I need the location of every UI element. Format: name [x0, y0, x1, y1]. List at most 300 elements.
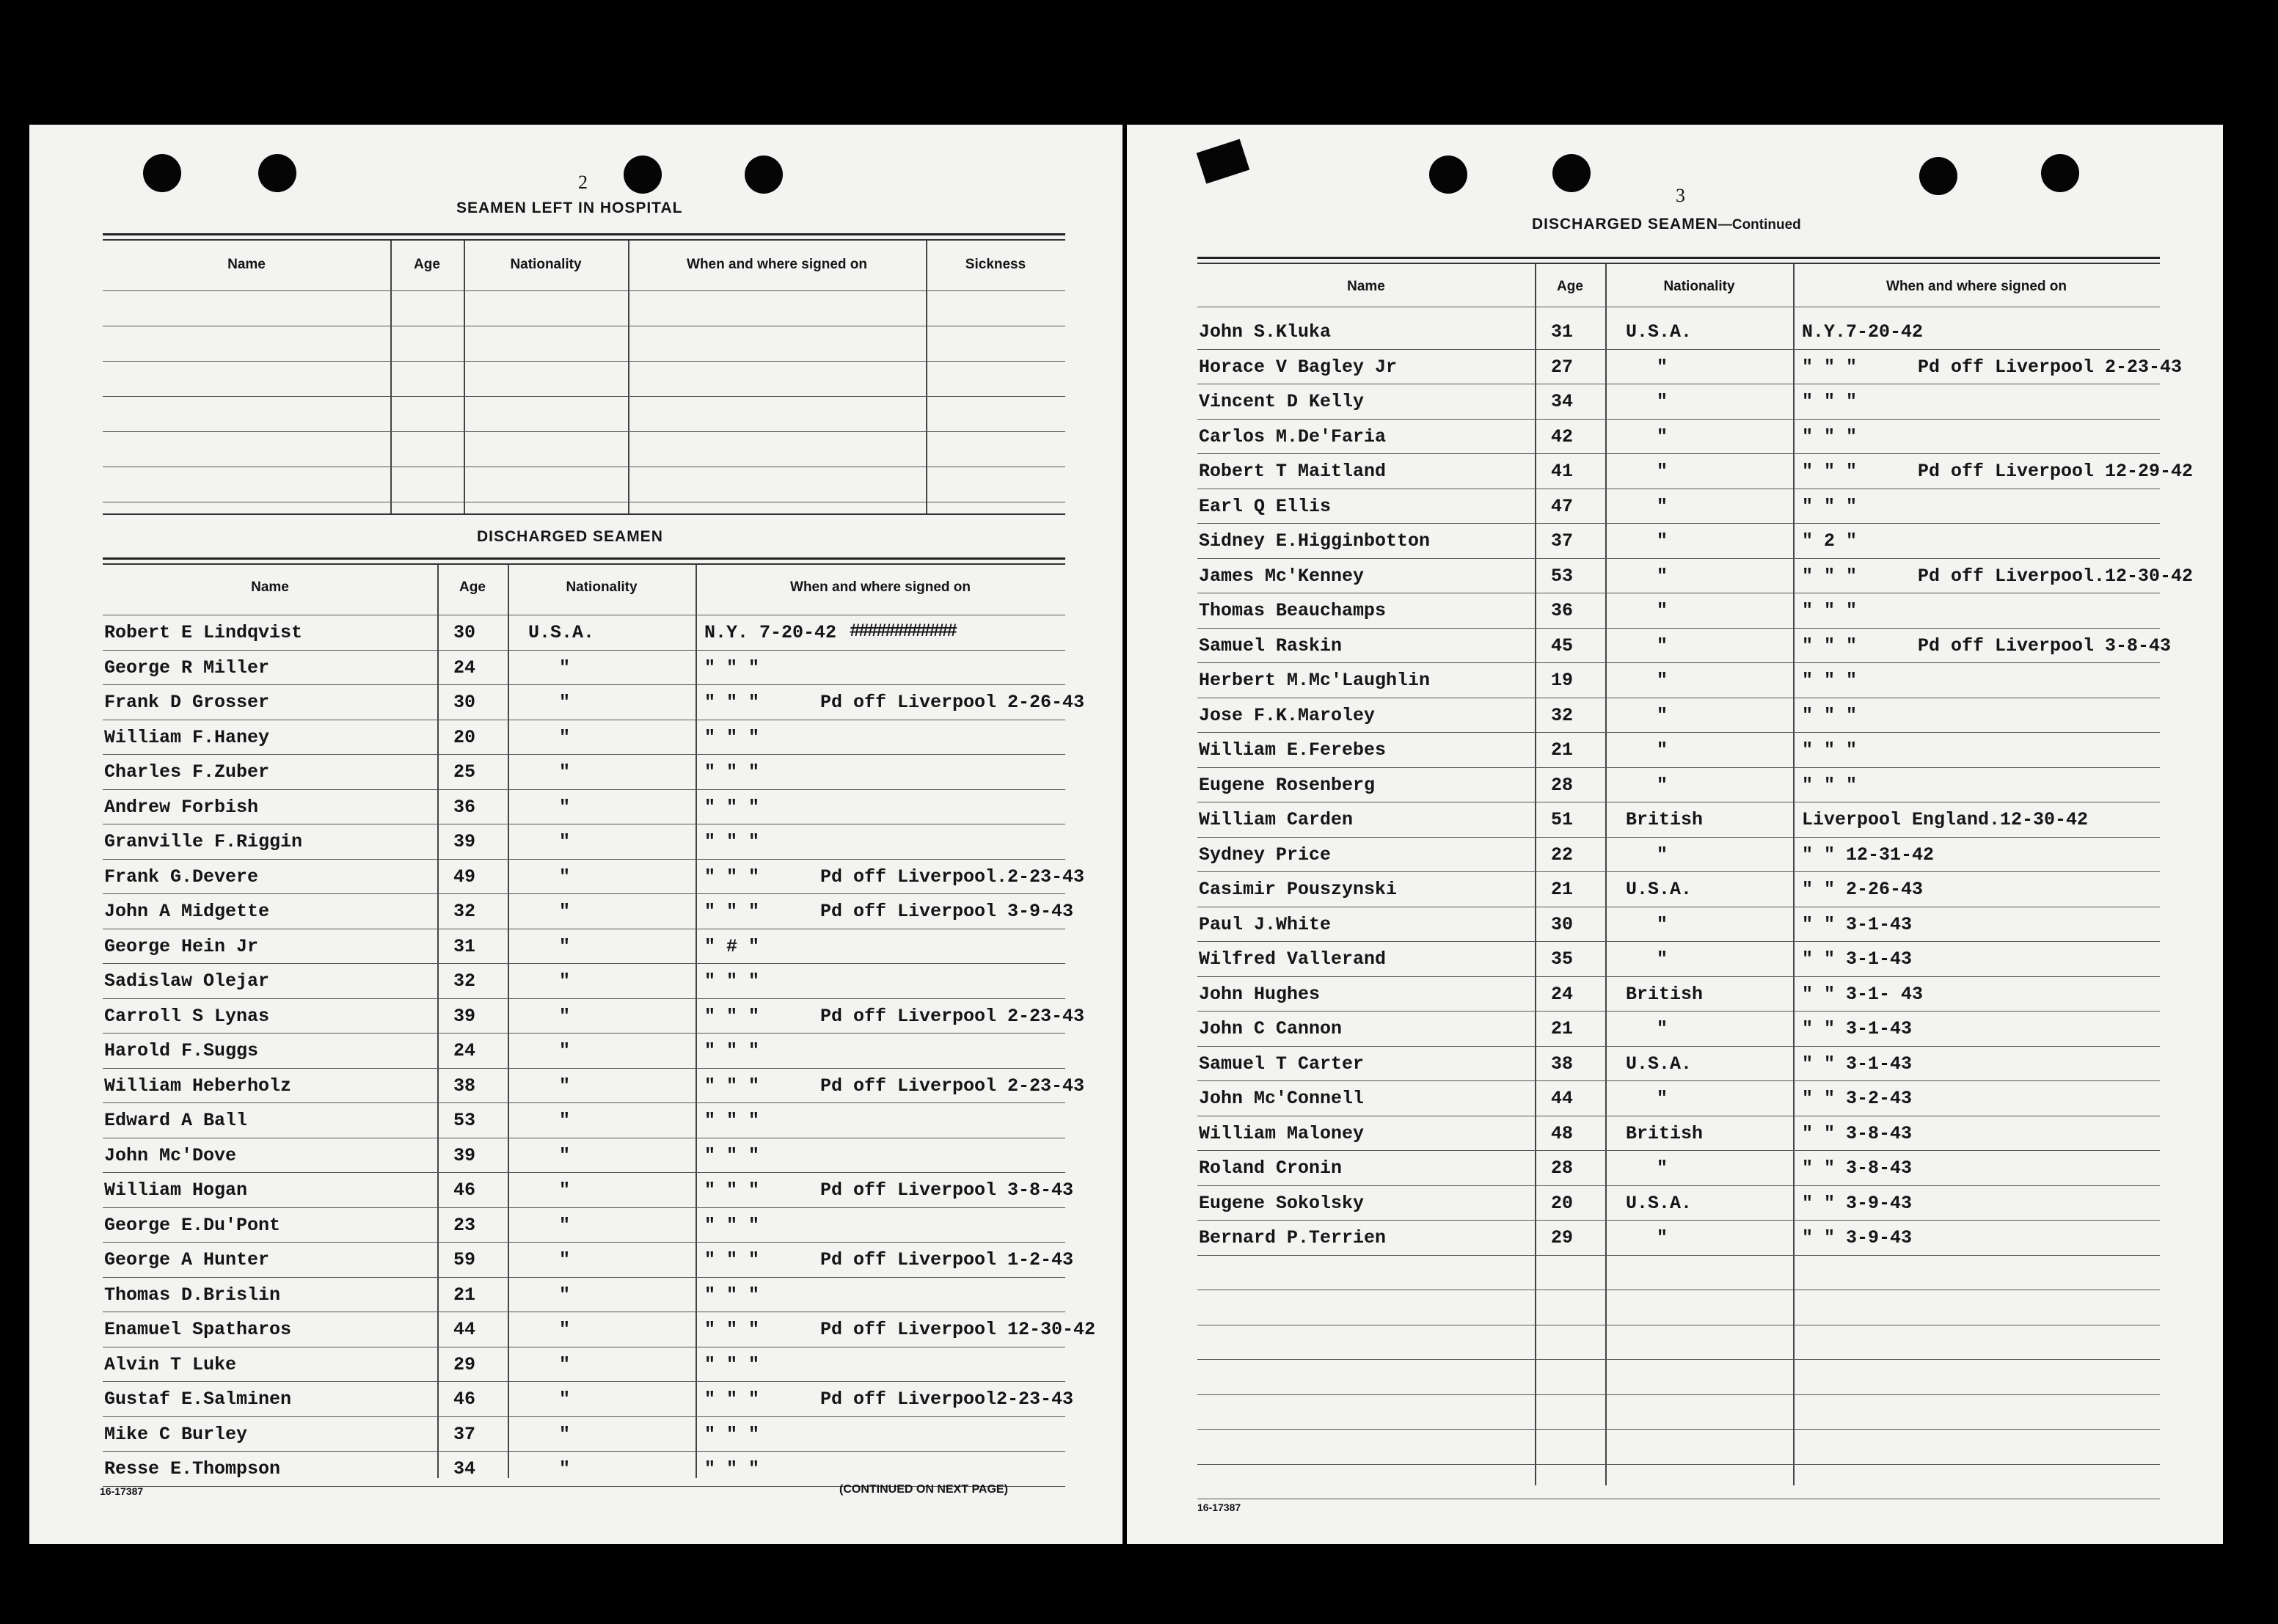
- seaman-name: James Mc'Kenney: [1199, 565, 1365, 587]
- row-line: [103, 684, 1065, 685]
- seaman-nationality: ": [1657, 391, 1668, 412]
- seaman-name: John Mc'Dove: [104, 1144, 237, 1166]
- seaman-age: 39: [453, 1005, 476, 1027]
- page-number: 2: [578, 172, 588, 193]
- seaman-nationality: ": [559, 1040, 571, 1061]
- payoff-remark: Pd off Liverpool 2-23-43: [820, 1075, 1085, 1097]
- column-divider: [437, 565, 439, 1478]
- seaman-name: George Hein Jr: [104, 935, 259, 957]
- seaman-age: 42: [1551, 425, 1574, 447]
- table-top-rule: [103, 563, 1065, 565]
- right-page: [1127, 125, 2223, 1544]
- seaman-name: Alvin T Luke: [104, 1353, 237, 1375]
- row-line: [1197, 662, 2160, 663]
- signed-on: " " ": [704, 1249, 760, 1270]
- row-line: [1197, 1255, 2160, 1256]
- seaman-age: 47: [1551, 495, 1574, 517]
- signed-on: " " ": [704, 1319, 760, 1340]
- seaman-nationality: ": [559, 970, 571, 992]
- row-line: [1197, 837, 2160, 838]
- row-line: [1197, 732, 2160, 733]
- payoff-remark: Pd off Liverpool 12-29-42: [1918, 461, 2194, 482]
- continued-note: (CONTINUED ON NEXT PAGE): [839, 1483, 1008, 1496]
- signed-on: " " ": [704, 1075, 760, 1097]
- row-line: [103, 1102, 1065, 1103]
- title-text: DISCHARGED SEAMEN: [1532, 216, 1718, 233]
- seaman-age: 32: [1551, 704, 1574, 726]
- row-line: [103, 1172, 1065, 1173]
- signed-on: " " ": [704, 1458, 760, 1479]
- signed-on: " " ": [704, 1144, 760, 1166]
- payoff-remark: Pd off Liverpool2-23-43: [820, 1389, 1074, 1410]
- row-line: [103, 1207, 1065, 1208]
- signed-on: " " ": [704, 692, 760, 713]
- seaman-name: George E.Du'Pont: [104, 1214, 281, 1236]
- table-top-rule: [1197, 263, 2160, 264]
- row-line: [1197, 976, 2160, 977]
- seaman-age: 34: [1551, 391, 1574, 412]
- signed-on: " " 2-26-43: [1802, 879, 1924, 900]
- signed-on: " " ": [1802, 356, 1858, 378]
- seaman-age: 46: [453, 1389, 476, 1410]
- seaman-name: Wilfred Vallerand: [1199, 948, 1387, 970]
- seaman-nationality: ": [1657, 600, 1668, 621]
- seaman-name: Sadislaw Olejar: [104, 970, 270, 992]
- seaman-age: 37: [453, 1423, 476, 1445]
- payoff-remark: Pd off Liverpool 3-9-43: [820, 901, 1074, 922]
- seaman-name: Robert T Maitland: [1199, 461, 1387, 482]
- signed-on: " " ": [1802, 600, 1858, 621]
- seaman-nationality: ": [1657, 704, 1668, 726]
- seaman-nationality: ": [559, 692, 571, 713]
- seaman-age: 21: [453, 1284, 476, 1306]
- punch-hole: [1919, 157, 1957, 195]
- seaman-nationality: ": [1657, 1018, 1668, 1039]
- payoff-remark: Pd off Liverpool 1-2-43: [820, 1249, 1074, 1270]
- signed-on: " " ": [1802, 425, 1858, 447]
- seaman-name: Bernard P.Terrien: [1199, 1227, 1387, 1248]
- seaman-name: John Hughes: [1199, 983, 1321, 1005]
- right-section-title: [1532, 216, 1801, 233]
- seaman-nationality: ": [559, 726, 571, 748]
- title-suffix: —Continued: [1717, 217, 1801, 233]
- form-number: 16-17387: [100, 1485, 144, 1497]
- seaman-nationality: ": [559, 1284, 571, 1306]
- seaman-age: 41: [1551, 461, 1574, 482]
- seaman-nationality: ": [559, 1005, 571, 1027]
- signed-on: " " ": [704, 1284, 760, 1306]
- seaman-nationality: ": [1657, 670, 1668, 691]
- seaman-age: 30: [453, 622, 476, 643]
- seaman-nationality: ": [559, 1110, 571, 1131]
- column-header: Age: [414, 257, 440, 272]
- payoff-remark: Pd off Liverpool 2-26-43: [820, 692, 1085, 713]
- seaman-age: 32: [453, 970, 476, 992]
- signed-on: " " ": [704, 656, 760, 679]
- seaman-nationality: ": [1657, 844, 1668, 866]
- seaman-nationality: ": [1657, 634, 1668, 656]
- header-divider: [103, 290, 1065, 291]
- seaman-nationality: ": [559, 1075, 571, 1097]
- seaman-name: John A Midgette: [104, 901, 270, 922]
- seaman-age: 30: [1551, 913, 1574, 935]
- seaman-nationality: ": [559, 1144, 571, 1166]
- seaman-name: John Mc'Connell: [1199, 1088, 1365, 1109]
- seaman-age: 38: [453, 1075, 476, 1097]
- seaman-name: Eugene Sokolsky: [1199, 1192, 1365, 1214]
- signed-on: " " ": [1802, 774, 1858, 796]
- seaman-nationality: British: [1626, 809, 1704, 830]
- seaman-nationality: U.S.A.: [1626, 1192, 1693, 1214]
- row-line: [103, 754, 1065, 755]
- row-line: [103, 1242, 1065, 1243]
- column-divider: [390, 241, 392, 513]
- seaman-name: Enamuel Spatharos: [104, 1319, 292, 1340]
- seaman-nationality: U.S.A.: [1626, 1053, 1693, 1075]
- seaman-age: 51: [1551, 809, 1574, 830]
- seaman-name: Horace V Bagley Jr: [1199, 356, 1398, 378]
- column-header: Age: [459, 579, 486, 595]
- row-line: [103, 1033, 1065, 1034]
- seaman-nationality: ": [559, 1249, 571, 1270]
- column-header: Nationality: [1663, 279, 1735, 294]
- seaman-nationality: ": [559, 866, 571, 888]
- seaman-nationality: ": [559, 1389, 571, 1410]
- row-line: [1197, 349, 2160, 350]
- row-line: [103, 789, 1065, 790]
- signed-on: " 2 ": [1802, 530, 1858, 552]
- signed-on: " " ": [704, 1005, 760, 1027]
- row-line: [1197, 1464, 2160, 1465]
- seaman-nationality: ": [559, 796, 571, 818]
- column-divider: [926, 241, 927, 513]
- seaman-name: Thomas Beauchamps: [1199, 600, 1387, 621]
- row-line: [103, 1381, 1065, 1382]
- punch-hole: [1552, 154, 1591, 192]
- seaman-nationality: ": [559, 1458, 571, 1479]
- column-header: Name: [227, 257, 266, 272]
- row-line: [1197, 871, 2160, 872]
- seaman-name: Resse E.Thompson: [104, 1458, 281, 1479]
- seaman-name: John S.Kluka: [1199, 321, 1332, 343]
- seaman-name: William Carden: [1199, 809, 1354, 830]
- seaman-nationality: ": [559, 1214, 571, 1236]
- row-line: [103, 1451, 1065, 1452]
- signed-on: " " 3-1-43: [1802, 948, 1913, 970]
- seaman-age: 21: [1551, 879, 1574, 900]
- signed-on: N.Y. 7-20-42: [704, 622, 837, 643]
- row-line: [1197, 1429, 2160, 1430]
- payoff-remark: Pd off Liverpool 3-8-43: [1918, 634, 2172, 656]
- seaman-name: Carlos M.De'Faria: [1199, 425, 1387, 447]
- seaman-nationality: ": [559, 656, 571, 679]
- seaman-name: Herbert M.Mc'Laughlin: [1199, 670, 1431, 691]
- row-line: [103, 396, 1065, 397]
- seaman-nationality: ": [1657, 425, 1668, 447]
- signed-on: " " ": [1802, 704, 1858, 726]
- signed-on: " " ": [704, 1214, 760, 1236]
- signed-on: " " ": [704, 761, 760, 783]
- seaman-name: William Maloney: [1199, 1122, 1365, 1144]
- payoff-remark: Pd off Liverpool.2-23-43: [820, 866, 1085, 888]
- payoff-remark: Pd off Liverpool.12-30-42: [1918, 565, 2194, 587]
- column-header: When and where signed on: [790, 579, 971, 595]
- seaman-nationality: ": [1657, 356, 1668, 378]
- seaman-name: William F.Haney: [104, 726, 270, 748]
- seaman-nationality: ": [559, 761, 571, 783]
- signed-on: " " 3-9-43: [1802, 1227, 1913, 1248]
- seaman-age: 20: [453, 726, 476, 748]
- seaman-age: 38: [1551, 1053, 1574, 1075]
- seaman-name: Andrew Forbish: [104, 796, 259, 818]
- signed-on: " " 3-1-43: [1802, 1018, 1913, 1039]
- seaman-age: 30: [453, 692, 476, 713]
- seaman-age: 53: [1551, 565, 1574, 587]
- row-line: [103, 998, 1065, 999]
- seaman-name: Frank G.Devere: [104, 866, 259, 888]
- row-line: [1197, 1220, 2160, 1221]
- seaman-nationality: ": [559, 1423, 571, 1445]
- column-divider: [464, 241, 465, 513]
- signed-on: " " ": [1802, 391, 1858, 412]
- seaman-nationality: ": [1657, 461, 1668, 482]
- seaman-name: Charles F.Zuber: [104, 761, 270, 783]
- signed-on: " " ": [704, 866, 760, 888]
- seaman-nationality: ": [1657, 948, 1668, 970]
- seaman-age: 28: [1551, 1157, 1574, 1179]
- seaman-name: Earl Q Ellis: [1199, 495, 1332, 517]
- row-line: [1197, 453, 2160, 454]
- column-header: Nationality: [510, 257, 582, 272]
- seaman-age: 39: [453, 1144, 476, 1166]
- table-top-rule: [103, 233, 1065, 235]
- seaman-age: 59: [453, 1249, 476, 1270]
- seaman-nationality: British: [1626, 1122, 1704, 1144]
- seaman-age: 28: [1551, 774, 1574, 796]
- seaman-nationality: ": [1657, 774, 1668, 796]
- column-divider: [508, 565, 509, 1478]
- signed-on: " " 3-8-43: [1802, 1122, 1913, 1144]
- punch-hole: [745, 156, 783, 194]
- seaman-name: Sydney Price: [1199, 844, 1332, 866]
- seaman-name: Frank D Grosser: [104, 692, 270, 713]
- row-line: [103, 650, 1065, 651]
- seaman-nationality: ": [559, 831, 571, 852]
- seaman-nationality: ": [559, 1319, 571, 1340]
- payoff-remark: Pd off Liverpool 12-30-42: [820, 1319, 1096, 1340]
- column-header: When and where signed on: [687, 257, 867, 272]
- column-header: Nationality: [566, 579, 638, 595]
- seaman-name: George A Hunter: [104, 1249, 270, 1270]
- seaman-age: 29: [1551, 1227, 1574, 1248]
- seaman-age: 39: [453, 831, 476, 852]
- row-line: [1197, 1359, 2160, 1360]
- signed-on: " " ": [704, 1110, 760, 1131]
- column-header: Name: [251, 579, 289, 595]
- seaman-nationality: U.S.A.: [528, 622, 595, 643]
- page-number: 3: [1676, 185, 1685, 206]
- seaman-age: 23: [453, 1214, 476, 1236]
- seaman-name: William Heberholz: [104, 1075, 292, 1097]
- signed-on: " " ": [704, 1389, 760, 1410]
- column-divider: [628, 241, 629, 513]
- payoff-remark: Pd off Liverpool 2-23-43: [820, 1005, 1085, 1027]
- seaman-age: 27: [1551, 356, 1574, 378]
- seaman-age: 34: [453, 1458, 476, 1479]
- signed-on: " " 3-1-43: [1802, 1053, 1913, 1075]
- punch-hole: [2041, 154, 2079, 192]
- seaman-age: 45: [1551, 634, 1574, 656]
- seaman-age: 19: [1551, 670, 1574, 691]
- signed-on: " " 3-1-43: [1802, 913, 1913, 935]
- seaman-nationality: ": [1657, 739, 1668, 761]
- column-header: Age: [1557, 279, 1583, 294]
- seaman-nationality: ": [559, 935, 571, 957]
- seaman-age: 29: [453, 1353, 476, 1375]
- signed-on: " " ": [1802, 461, 1858, 482]
- column-header: When and where signed on: [1886, 279, 2067, 294]
- seaman-name: Edward A Ball: [104, 1110, 248, 1131]
- row-line: [1197, 523, 2160, 524]
- seaman-age: 46: [453, 1179, 476, 1201]
- seaman-name: Harold F.Suggs: [104, 1040, 259, 1061]
- column-header: Name: [1347, 279, 1385, 294]
- table-top-rule: [103, 557, 1065, 560]
- seaman-name: Vincent D Kelly: [1199, 391, 1365, 412]
- seaman-nationality: ": [1657, 565, 1668, 587]
- signed-on: " " ": [1802, 495, 1858, 517]
- seaman-nationality: ": [1657, 1227, 1668, 1248]
- seaman-age: 35: [1551, 948, 1574, 970]
- seaman-nationality: ": [1657, 913, 1668, 935]
- seaman-name: John C Cannon: [1199, 1018, 1343, 1039]
- seaman-age: 44: [1551, 1088, 1574, 1109]
- seaman-name: Samuel T Carter: [1199, 1053, 1365, 1075]
- left-page: [29, 125, 1122, 1544]
- seaman-name: Thomas D.Brislin: [104, 1284, 281, 1306]
- signed-on: " " 12-31-42: [1802, 844, 1935, 866]
- signed-on: " # ": [704, 935, 760, 957]
- row-line: [1197, 558, 2160, 559]
- row-line: [103, 431, 1065, 432]
- payoff-remark: Pd off Liverpool 2-23-43: [1918, 356, 2183, 378]
- row-line: [1197, 1150, 2160, 1151]
- row-line: [103, 963, 1065, 964]
- seaman-age: 20: [1551, 1192, 1574, 1214]
- row-line: [103, 859, 1065, 860]
- row-line: [1197, 941, 2160, 942]
- ink-blot: [1197, 139, 1250, 183]
- row-line: [1197, 628, 2160, 629]
- row-line: [1197, 1046, 2160, 1047]
- seaman-age: 22: [1551, 844, 1574, 866]
- signed-on: " " ": [704, 1179, 760, 1201]
- row-line: [1197, 1011, 2160, 1012]
- signed-on: " " 3-1- 43: [1802, 983, 1924, 1005]
- signed-on: " " ": [1802, 565, 1858, 587]
- seaman-age: 48: [1551, 1122, 1574, 1144]
- signed-on: " " ": [1802, 670, 1858, 691]
- seaman-name: Casimir Pouszynski: [1199, 879, 1398, 900]
- seaman-name: Carroll S Lynas: [104, 1005, 270, 1027]
- seaman-nationality: ": [1657, 1157, 1668, 1179]
- row-line: [103, 1416, 1065, 1417]
- seaman-age: 24: [1551, 983, 1574, 1005]
- signed-on: Liverpool England.12-30-42: [1802, 809, 2089, 830]
- seaman-age: 21: [1551, 739, 1574, 761]
- column-divider: [1605, 264, 1607, 1485]
- seaman-age: 25: [453, 761, 476, 783]
- seaman-nationality: ": [1657, 495, 1668, 517]
- seaman-age: 32: [453, 901, 476, 922]
- seaman-age: 53: [453, 1110, 476, 1131]
- row-line: [1197, 767, 2160, 768]
- seaman-name: Robert E Lindqvist: [104, 622, 303, 643]
- seaman-nationality: U.S.A.: [1626, 879, 1693, 900]
- seaman-nationality: ": [1657, 530, 1668, 552]
- discharged-section-title: DISCHARGED SEAMEN: [477, 528, 663, 545]
- signed-on: " " ": [1802, 739, 1858, 761]
- punch-hole: [1429, 156, 1467, 194]
- signed-on: " " 3-9-43: [1802, 1192, 1913, 1214]
- punch-hole: [258, 154, 296, 192]
- row-line: [1197, 1080, 2160, 1081]
- seaman-name: Samuel Raskin: [1199, 634, 1343, 656]
- seaman-age: 44: [453, 1319, 476, 1340]
- seaman-nationality: British: [1626, 983, 1704, 1005]
- signed-on: " " ": [704, 726, 760, 748]
- row-line: [103, 893, 1065, 894]
- seaman-age: 24: [453, 656, 476, 679]
- seaman-nationality: ": [559, 1179, 571, 1201]
- seaman-nationality: ": [559, 1353, 571, 1375]
- seaman-name: George R Miller: [104, 656, 270, 679]
- form-number: 16-17387: [1197, 1502, 1241, 1513]
- seaman-name: Gustaf E.Salminen: [104, 1389, 292, 1410]
- seaman-nationality: U.S.A.: [1626, 321, 1693, 343]
- signed-on: " " ": [704, 796, 760, 818]
- seaman-nationality: ": [1657, 1088, 1668, 1109]
- seaman-name: Eugene Rosenberg: [1199, 774, 1376, 796]
- seaman-name: Granville F.Riggin: [104, 831, 303, 852]
- row-line: [103, 361, 1065, 362]
- seaman-age: 49: [453, 866, 476, 888]
- row-line: [1197, 419, 2160, 420]
- seaman-age: 31: [453, 935, 476, 957]
- row-line: [103, 1277, 1065, 1278]
- struck-out-text: ############: [850, 621, 956, 642]
- signed-on: " " ": [704, 1040, 760, 1061]
- seaman-age: 24: [453, 1040, 476, 1061]
- signed-on: " " ": [704, 1423, 760, 1445]
- punch-hole: [143, 154, 181, 192]
- signed-on: " " ": [1802, 634, 1858, 656]
- row-line: [103, 1068, 1065, 1069]
- signed-on: N.Y.7-20-42: [1802, 321, 1924, 343]
- seaman-name: William E.Ferebes: [1199, 739, 1387, 761]
- seaman-age: 31: [1551, 321, 1574, 343]
- seaman-name: Sidney E.Higginbotton: [1199, 530, 1431, 552]
- signed-on: " " 3-8-43: [1802, 1157, 1913, 1179]
- seaman-name: Mike C Burley: [104, 1423, 248, 1445]
- column-divider: [1535, 264, 1536, 1485]
- signed-on: " " ": [704, 1353, 760, 1375]
- seaman-name: Jose F.K.Maroley: [1199, 704, 1376, 726]
- punch-hole: [624, 156, 662, 194]
- table-bottom-rule: [103, 513, 1065, 515]
- column-header: Sickness: [965, 257, 1026, 272]
- signed-on: " " ": [704, 901, 760, 922]
